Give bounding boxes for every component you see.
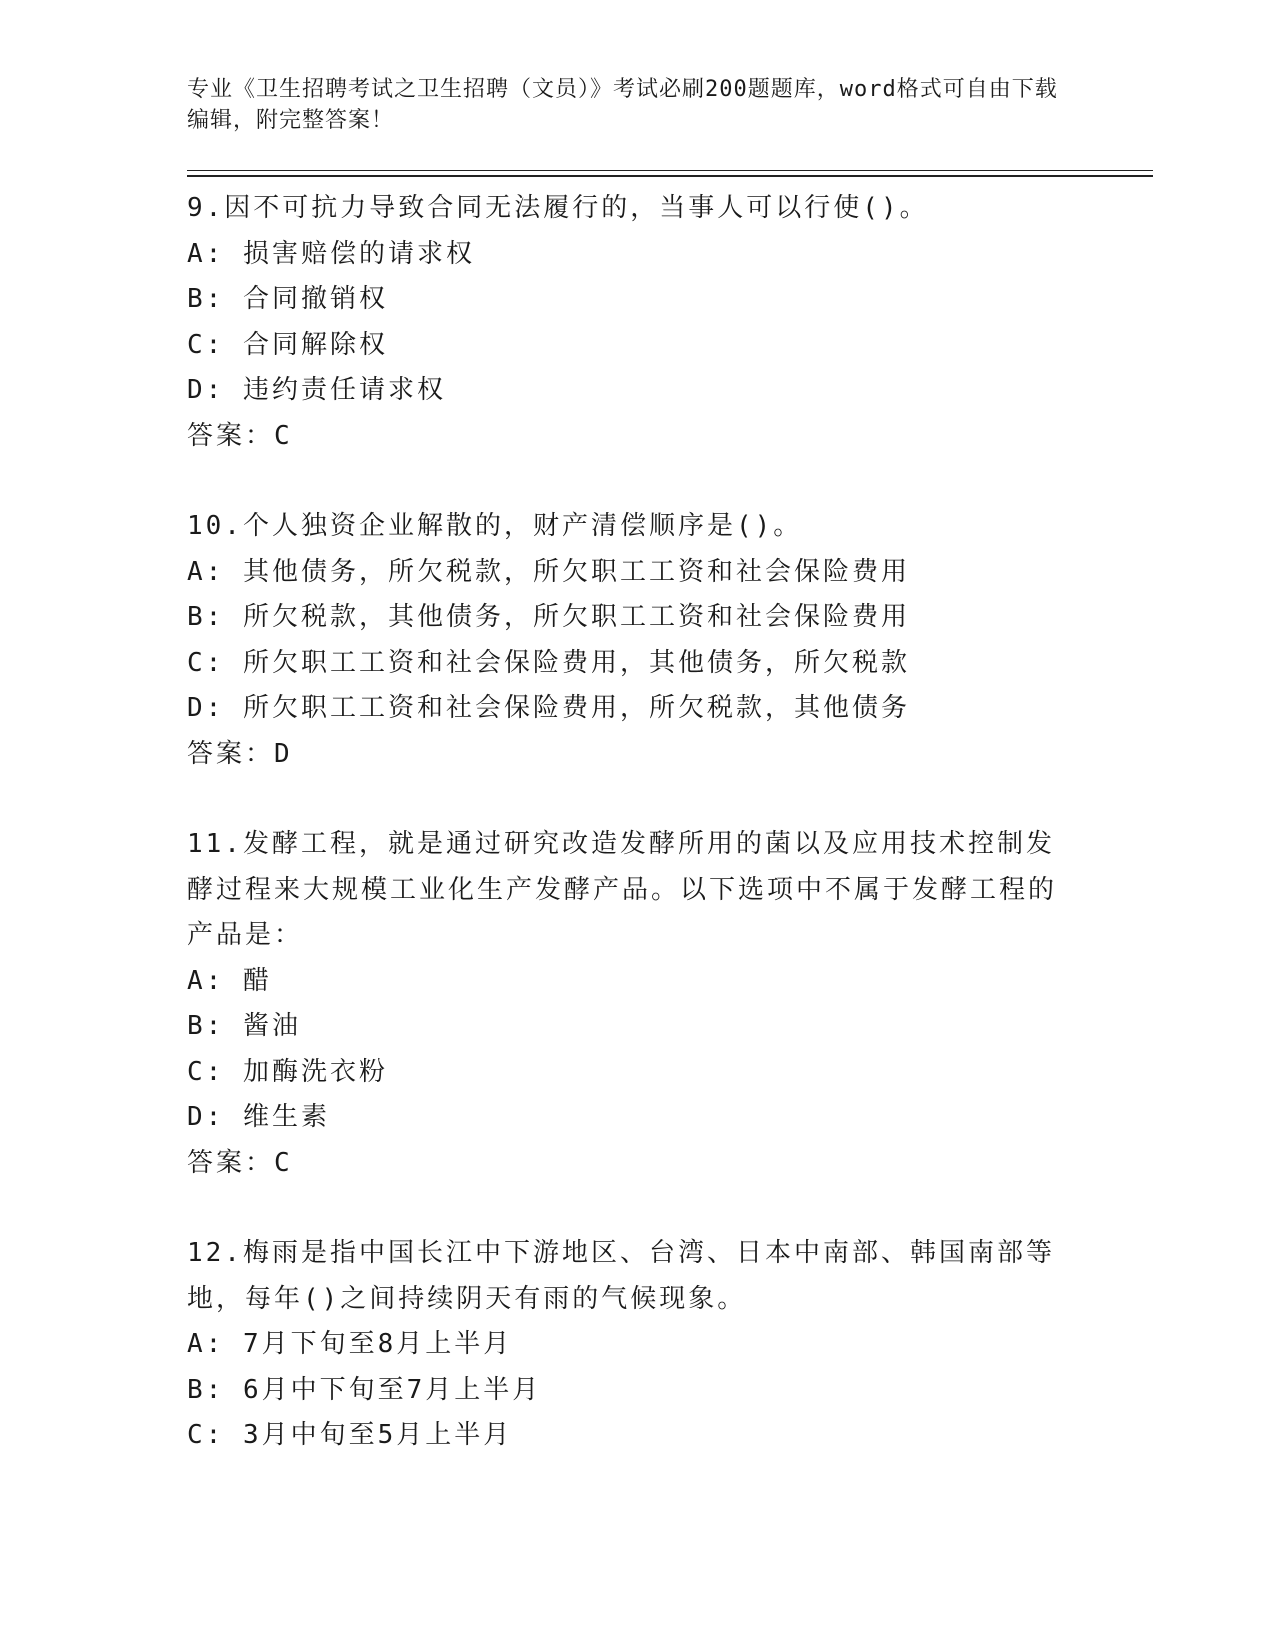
option-d: D: 违约责任请求权: [187, 375, 446, 405]
option-c: C: 所欠职工工资和社会保险费用，其他债务，所欠税款: [187, 647, 910, 678]
question-12: [187, 1231, 1087, 1459]
question-stem: 11.发酵工程，就是通过研究改造发酵所用的菌以及应用技术控制发酵过程来大规模工业化生产发酵产品。以下选项中不属于发酵工程的产品是：: [187, 829, 1058, 950]
option-d: D: 所欠职工工资和社会保险费用，所欠税款，其他债务: [187, 693, 910, 723]
option-a: A: 其他债务，所欠税款，所欠职工工资和社会保险费用: [187, 556, 910, 587]
question-stem: 12.梅雨是指中国长江中下游地区、台湾、日本中南部、韩国南部等地，每年()之间持续阴天有雨的气候现象。: [187, 1238, 1055, 1314]
header-divider-thin: [187, 170, 1153, 171]
option-a: A: 7月下旬至8月上半月: [187, 1329, 513, 1359]
question-11: [187, 822, 1087, 1186]
option-b: B: 6月中下旬至7月上半月: [187, 1374, 542, 1405]
option-d: D: 维生素: [187, 1102, 330, 1132]
option-a: A: 损害赔偿的请求权: [187, 238, 475, 269]
question-stem: 9.因不可抗力导致合同无法履行的，当事人可以行使()。: [187, 193, 929, 223]
option-c: C: 加酶洗衣粉: [187, 1056, 388, 1087]
header-divider-thick: [187, 175, 1153, 177]
question-9: [187, 186, 1087, 459]
answer-line: 答案：C: [187, 1147, 293, 1178]
question-list: [187, 186, 1087, 1504]
option-b: B: 酱油: [187, 1011, 301, 1041]
option-a: A: 醋: [187, 965, 272, 996]
answer-line: 答案：D: [187, 738, 293, 769]
option-c: C: 3月中旬至5月上半月: [187, 1420, 513, 1450]
question-10: [187, 504, 1087, 777]
document-header: 专业《卫生招聘考试之卫生招聘（文员）》考试必刷200题题库，word格式可自由下载编辑，附完整答案！: [187, 77, 1058, 133]
option-b: B: 合同撤销权: [187, 284, 388, 314]
question-stem: 10.个人独资企业解散的，财产清偿顺序是()。: [187, 511, 803, 541]
answer-line: 答案：C: [187, 420, 293, 451]
option-c: C: 合同解除权: [187, 329, 388, 360]
option-b: B: 所欠税款，其他债务，所欠职工工资和社会保险费用: [187, 602, 910, 632]
